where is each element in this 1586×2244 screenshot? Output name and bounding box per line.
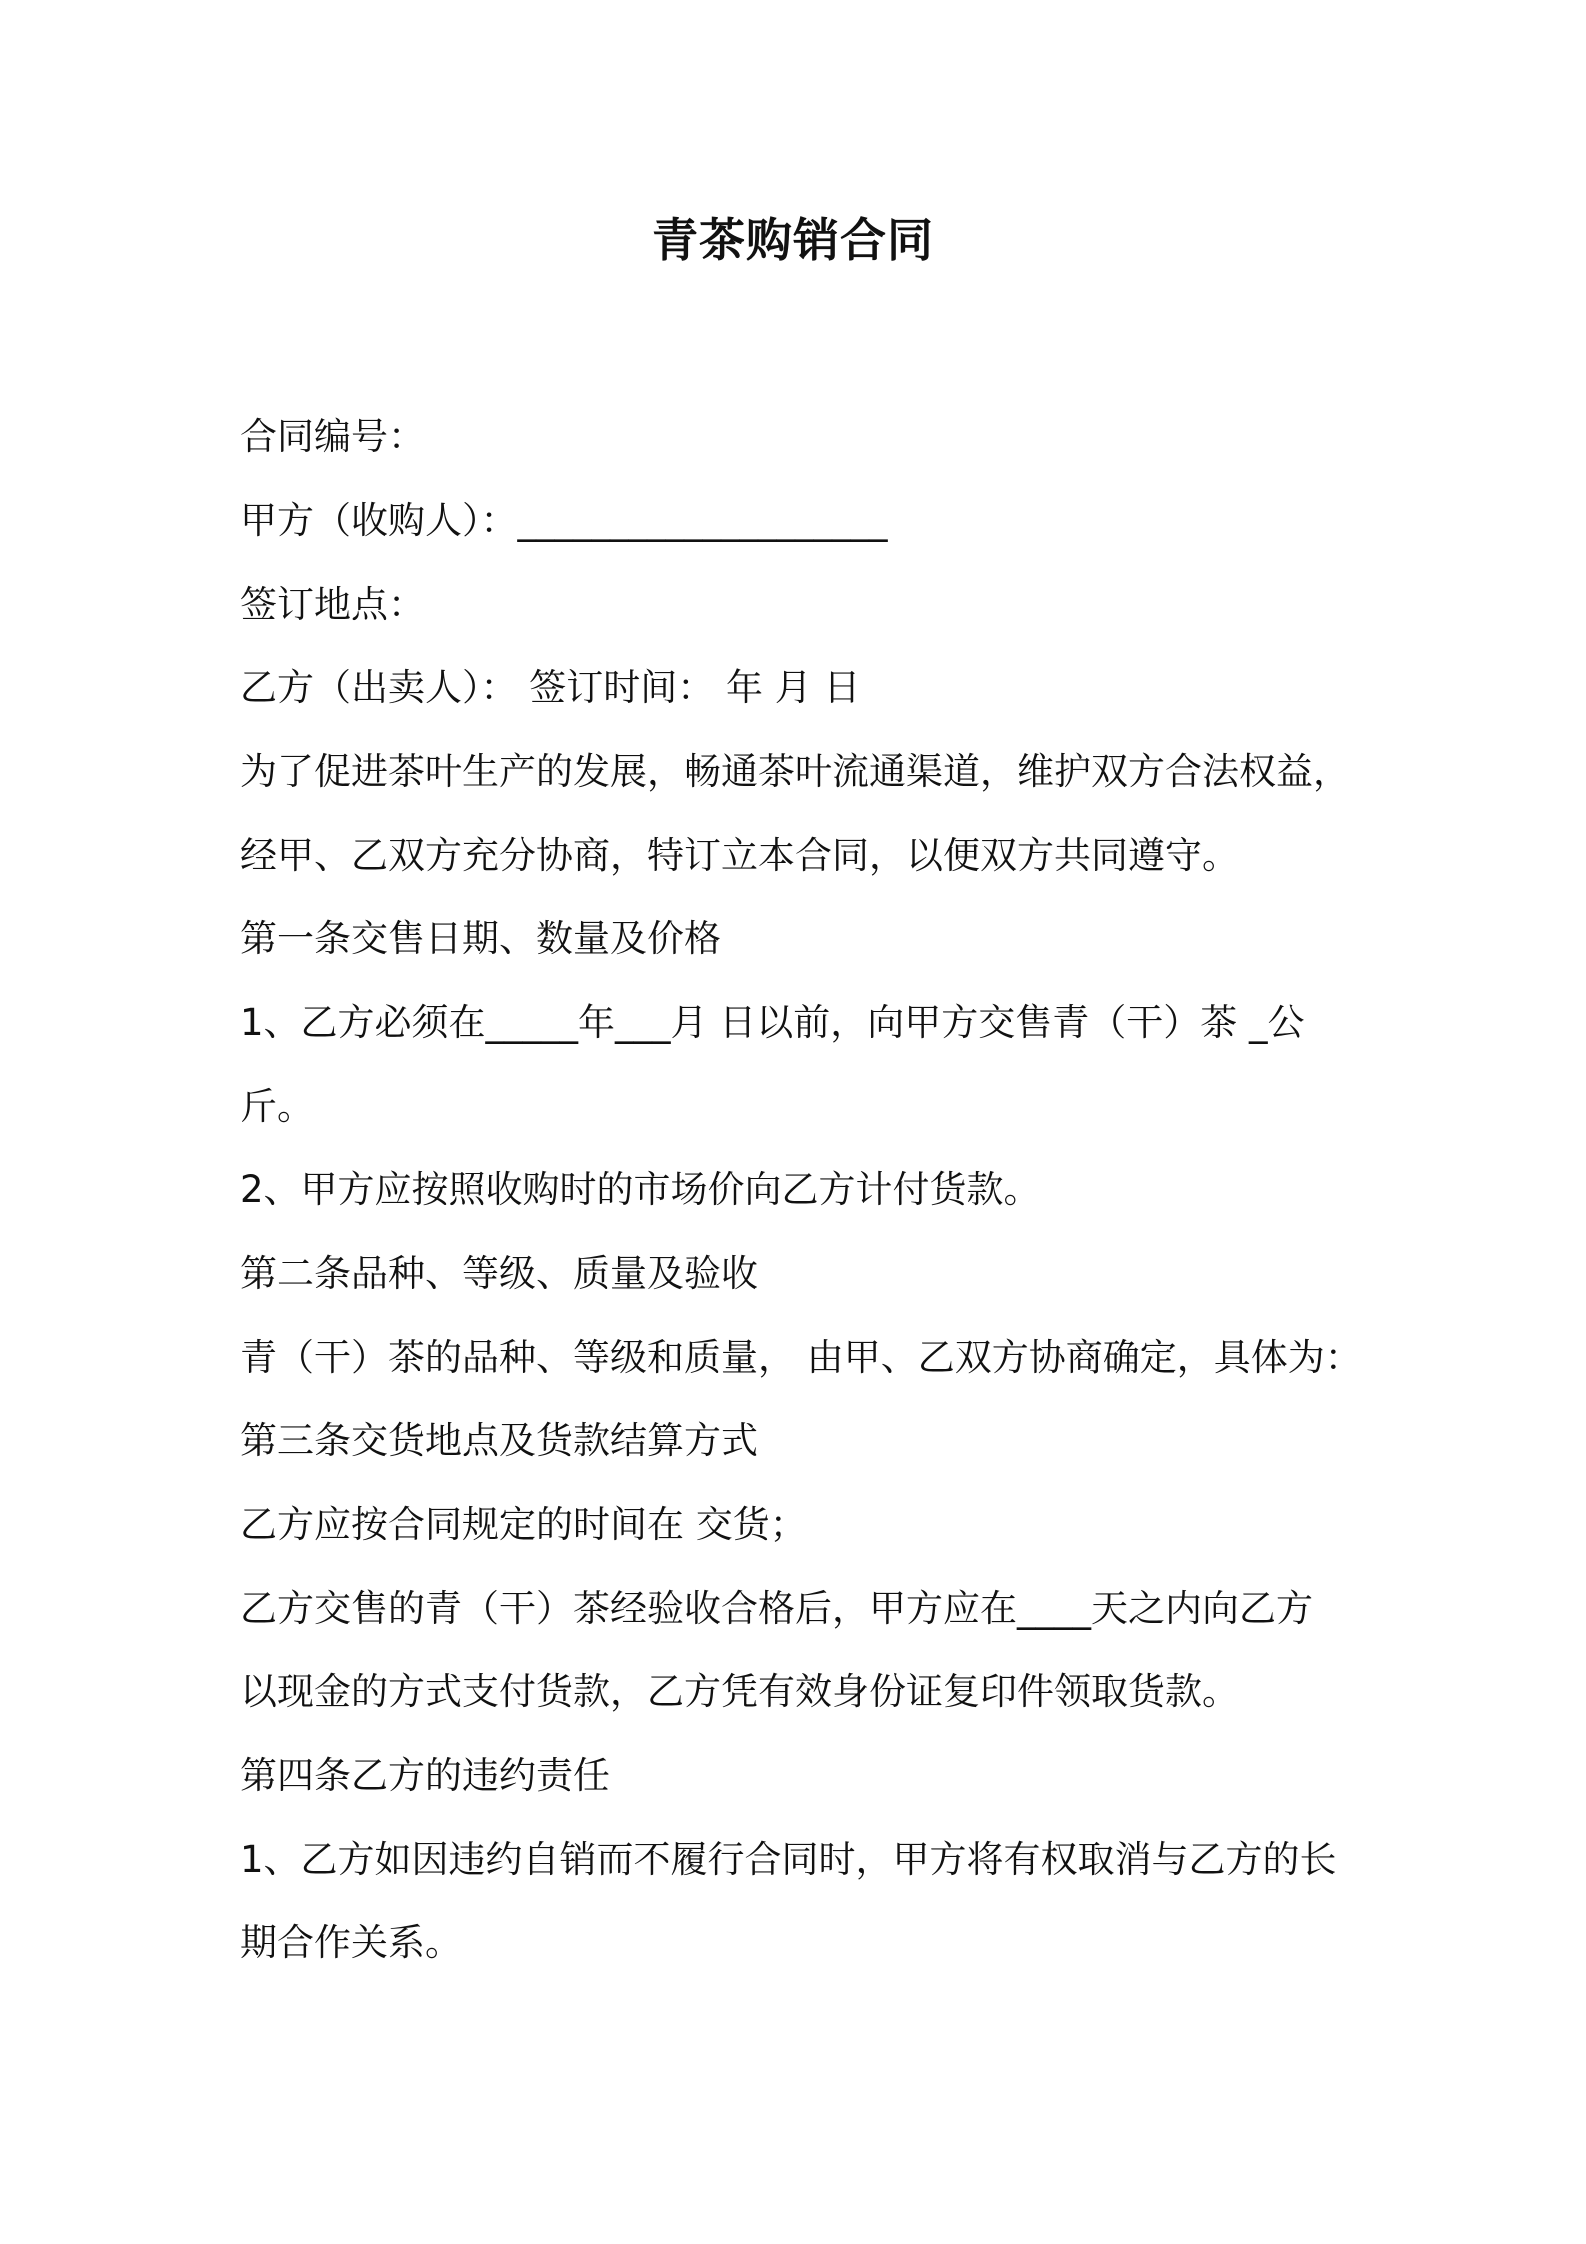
article-4-item-1-line-1: 1、乙方如因违约自销而不履行合同时，甲方将有权取消与乙方的长 (240, 1838, 1337, 1881)
article-1-item-1-line-1: 1、乙方必须在_____年___月 日以前，向甲方交售青（干）茶 _公 (240, 1001, 1305, 1044)
article-4-heading: 第四条乙方的违约责任 (240, 1754, 610, 1797)
document-title: 青茶购销合同 (652, 213, 934, 267)
article-2-body: 青（干）茶的品种、等级和质量， 由甲、乙双方协商确定，具体为： (240, 1336, 1362, 1379)
article-2-heading: 第二条品种、等级、质量及验收 (240, 1252, 758, 1295)
article-3-heading: 第三条交货地点及货款结算方式 (240, 1419, 758, 1462)
article-4-item-1-line-2: 期合作关系。 (240, 1921, 462, 1964)
signing-place-line: 签订地点： (240, 583, 425, 626)
preamble-line-1: 为了促进茶叶生产的发展，畅通茶叶流通渠道，维护双方合法权益， (240, 750, 1350, 793)
contract-number-line: 合同编号： (240, 415, 425, 458)
article-1-item-1-line-2: 斤。 (240, 1085, 314, 1128)
article-1-item-2: 2、甲方应按照收购时的市场价向乙方计付货款。 (240, 1168, 1041, 1211)
article-3-body-1: 乙方应按合同规定的时间在 交货； (240, 1503, 807, 1546)
party-a-line: 甲方（收购人）：____________________ (240, 499, 888, 542)
article-1-heading: 第一条交售日期、数量及价格 (240, 917, 721, 960)
article-3-body-2-line-1: 乙方交售的青（干）茶经验收合格后，甲方应在____天之内向乙方 (240, 1587, 1313, 1630)
party-b-line: 乙方（出卖人）： 签订时间： 年 月 日 (240, 666, 861, 709)
article-3-body-2-line-2: 以现金的方式支付货款，乙方凭有效身份证复印件领取货款。 (240, 1670, 1239, 1713)
preamble-line-2: 经甲、乙双方充分协商，特订立本合同，以便双方共同遵守。 (240, 834, 1239, 877)
